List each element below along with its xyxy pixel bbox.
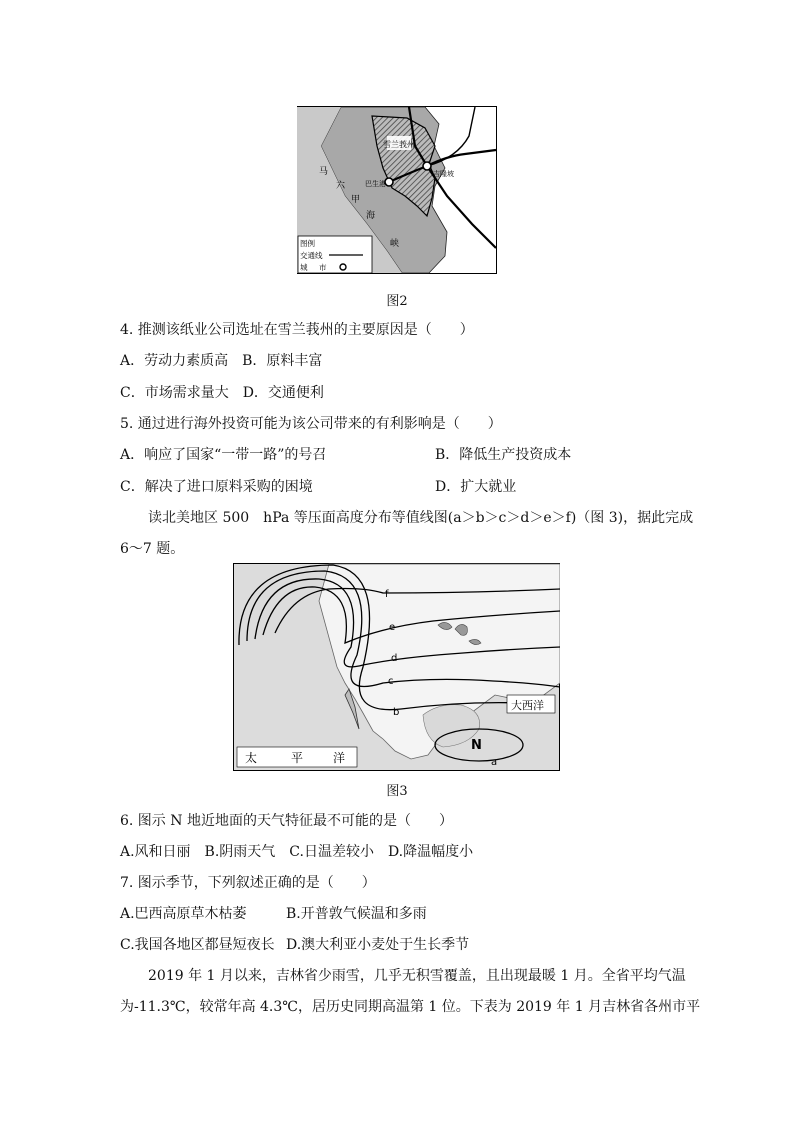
north-america-contour-svg — [233, 563, 560, 771]
paragraph-line-1: 2019 年 1 月以来，吉林省少雨雪，几乎无积雪覆盖，且出现最暖 1 月。全省平均气温 — [148, 968, 686, 984]
pacific-char: 平 — [291, 751, 304, 765]
city-port-marker — [385, 178, 393, 186]
strait-char: 峡 — [390, 239, 400, 249]
contour-label-c: c — [388, 676, 394, 687]
figure-3-map — [233, 563, 560, 771]
pacific-char: 太 — [245, 751, 258, 765]
legend-city-label-b: 市 — [319, 263, 327, 272]
contour-label-d: d — [391, 653, 398, 664]
strait-char: 马 — [319, 167, 329, 177]
city-capital-marker — [423, 162, 431, 170]
center-label-n: N — [471, 738, 482, 753]
legend-title: 图例 — [300, 239, 315, 248]
q5-option-b: B．降低生产投资成本 — [435, 447, 572, 463]
q5-stem: 5. 通过进行海外投资可能为该公司带来的有利影响是（ ） — [120, 416, 502, 432]
legend-city-label-a: 城 — [300, 263, 308, 272]
q6-options: A.风和日丽 B.阴雨天气 C.日温差较小 D.降温幅度小 — [120, 844, 474, 860]
city-label: 吉隆坡 — [433, 170, 454, 178]
q7-option-d: D.澳大利亚小麦处于生长季节 — [286, 937, 470, 953]
legend-city-icon — [340, 264, 346, 270]
pacific-char: 洋 — [333, 751, 346, 765]
q5-option-d: D．扩大就业 — [435, 479, 517, 495]
figure-2-map — [297, 106, 497, 274]
port-label: 巴生港 — [365, 180, 386, 188]
contour-label-e: e — [389, 622, 396, 633]
q4-options-2: C．市场需求量大 D．交通便利 — [120, 385, 324, 401]
q4-stem: 4. 推测该纸业公司选址在雪兰莪州的主要原因是（ ） — [120, 322, 474, 338]
malaysia-map-svg — [297, 106, 497, 274]
q5-option-c: C．解决了进口原料采购的困境 — [120, 479, 313, 495]
contour-label-b: b — [393, 707, 400, 718]
atlantic-label: 大西洋 — [511, 699, 544, 712]
q7-option-b: B.开普敦气候温和多雨 — [286, 906, 427, 922]
q6-stem: 6. 图示 N 地近地面的天气特征最不可能的是（ ） — [120, 813, 453, 829]
legend-road-label: 交通线 — [300, 251, 323, 260]
figure-2-caption: 图2 — [386, 294, 408, 309]
state-label: 雪兰莪州 — [383, 140, 415, 149]
q7-option-c: C.我国各地区都昼短夜长 — [120, 937, 275, 953]
paragraph-line-2: 为-11.3℃，较常年高 4.3℃，居历史同期高温第 1 位。下表为 2019 年 1 月吉林省各州市平 — [120, 999, 701, 1015]
intro-line-1: 读北美地区 500 hPa 等压面高度分布等值线图(a＞b＞c＞d＞e＞f)（图 3)，据此完成 — [148, 510, 694, 526]
contour-label-f: f — [385, 589, 389, 600]
q4-options-1: A．劳动力素质高 B．原料丰富 — [120, 353, 323, 369]
figure-3-caption: 图3 — [386, 784, 408, 799]
intro-line-2: 6～7 题。 — [120, 541, 185, 557]
contour-label-a: a — [491, 757, 498, 768]
strait-char: 海 — [366, 211, 376, 221]
q5-option-a: A．响应了国家“一带一路”的号召 — [120, 447, 327, 463]
q7-stem: 7. 图示季节，下列叙述正确的是（ ） — [120, 875, 376, 891]
q7-option-a: A.巴西高原草木枯萎 — [120, 906, 247, 922]
strait-char: 甲 — [351, 195, 361, 205]
strait-char: 六 — [336, 181, 346, 191]
